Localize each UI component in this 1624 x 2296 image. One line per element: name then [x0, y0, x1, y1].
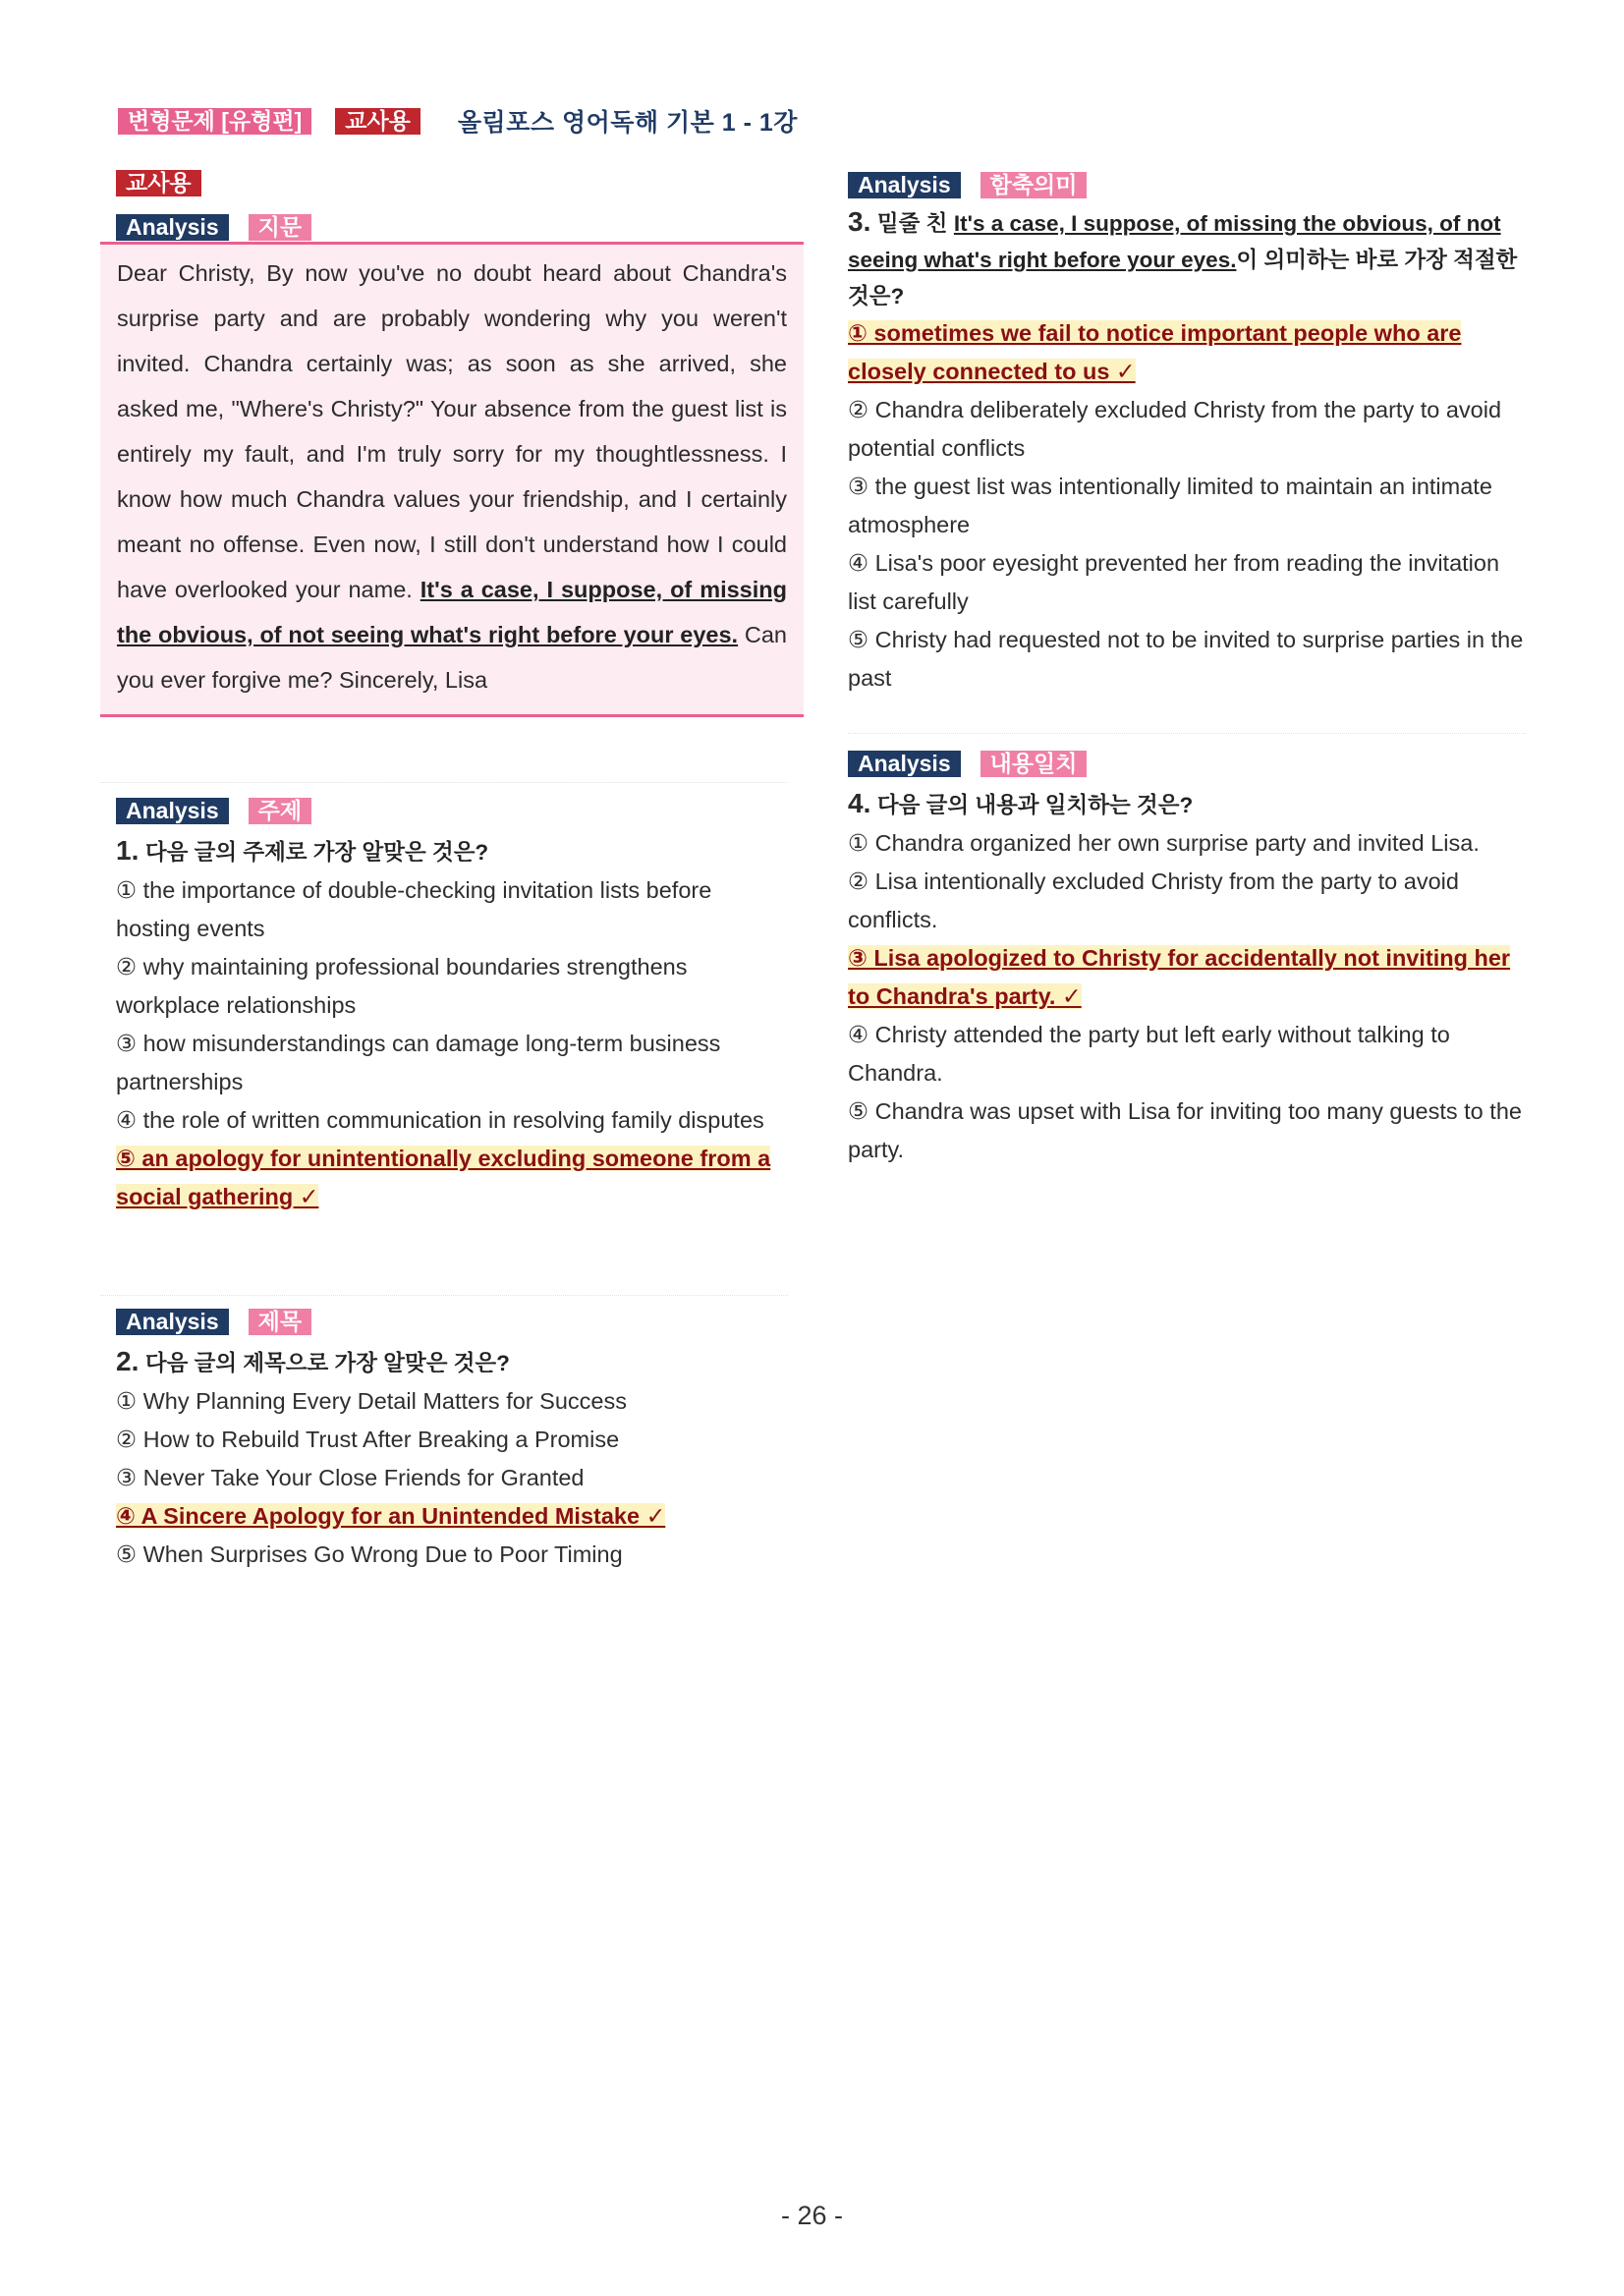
exam-type-tag: 변형문제 [유형편] — [118, 108, 311, 135]
option: ① the importance of double-checking invitation lists before hosting events — [116, 877, 712, 941]
option: ④ Lisa's poor eyesight prevented her from reading the invitation list carefully — [848, 550, 1500, 614]
option: ⑤ When Surprises Go Wrong Due to Poor Timing — [116, 1541, 623, 1567]
analysis-label: Analysis — [848, 751, 961, 777]
option: ② How to Rebuild Trust After Breaking a Promise — [116, 1427, 620, 1452]
correct-answer: ③ Lisa apologized to Christy for accidentally not inviting her to Chandra's party. ✓ — [848, 945, 1511, 1009]
option: ⑤ Chandra was upset with Lisa for inviting too many guests to the party. — [848, 1098, 1522, 1162]
correct-answer: ① sometimes we fail to notice important people who are closely connected to us ✓ — [848, 320, 1462, 384]
question-type-tag: 주제 — [249, 798, 311, 824]
question-stem — [848, 784, 1526, 824]
question-text-prefix: 밑줄 친 — [876, 211, 948, 236]
question-type-tag: 내용일치 — [980, 751, 1088, 777]
analysis-label: Analysis — [848, 172, 961, 198]
analysis-label: Analysis — [116, 214, 229, 241]
divider — [848, 733, 1526, 734]
page-number: - 26 - — [780, 2201, 844, 2230]
question-number: 3. — [848, 206, 871, 237]
page-title: 올림포스 영어독해 기본 1 - 1강 — [457, 109, 798, 137]
question-1 — [116, 796, 788, 1216]
correct-answer: ④ A Sincere Apology for an Unintended Mistake ✓ — [116, 1503, 666, 1529]
option: ④ Christy attended the party but left early without talking to Chandra. — [848, 1022, 1450, 1086]
passage-type-tag: 지문 — [249, 214, 311, 241]
passage-text-end: Can you ever forgive me? Sincerely, Lisa — [117, 622, 787, 693]
analysis-label: Analysis — [116, 1309, 229, 1335]
question-number: 2. — [116, 1346, 140, 1376]
question-text: 다음 글의 내용과 일치하는 것은? — [876, 793, 1194, 817]
divider — [100, 782, 788, 783]
passage-teacher-tag: 교사용 — [116, 170, 201, 196]
option: ④ the role of written communication in resolving family disputes — [116, 1107, 764, 1133]
question-stem — [116, 831, 788, 871]
teacher-tag: 교사용 — [335, 108, 420, 135]
option: ① Why Planning Every Detail Matters for Success — [116, 1388, 627, 1414]
option: ⑤ Christy had requested not to be invited to surprise parties in the past — [848, 627, 1524, 691]
question-number: 4. — [848, 788, 871, 818]
question-type-tag: 함축의미 — [980, 172, 1088, 198]
option: ① Chandra organized her own surprise party and invited Lisa. — [848, 830, 1480, 856]
option: ③ how misunderstandings can damage long-term business partnerships — [116, 1031, 721, 1094]
passage-underlined-sentence: It's a case, I suppose, of missing the obvious, of not seeing what's right before your eyes. — [117, 577, 787, 647]
question-stem — [116, 1342, 788, 1382]
option: ② Chandra deliberately excluded Christy from the party to avoid potential conflicts — [848, 397, 1502, 461]
option: ③ Never Take Your Close Friends for Granted — [116, 1465, 585, 1490]
correct-answer: ⑤ an apology for unintentionally excluding someone from a social gathering ✓ — [116, 1146, 771, 1209]
question-text-suffix: 이 의미하는 바로 가장 적절한 것은? — [848, 248, 1518, 308]
question-text: 다음 글의 제목으로 가장 알맞은 것은? — [144, 1351, 510, 1375]
question-number: 1. — [116, 835, 140, 866]
analysis-label: Analysis — [116, 798, 229, 824]
option: ② Lisa intentionally excluded Christy from the party to avoid conflicts. — [848, 868, 1459, 932]
option: ② why maintaining professional boundaries strengthens workplace relationships — [116, 954, 688, 1018]
page-header — [118, 106, 798, 136]
passage-section — [100, 170, 804, 717]
question-3 — [848, 170, 1526, 698]
question-text: 다음 글의 주제로 가장 알맞은 것은? — [144, 840, 489, 865]
question-underlined-sentence: It's a case, I suppose, of missing the obvious, of not seeing what's right before your eyes. — [848, 211, 1501, 272]
option: ③ the guest list was intentionally limited to maintain an intimate atmosphere — [848, 474, 1492, 537]
passage-box — [100, 242, 804, 717]
divider — [100, 1295, 788, 1296]
question-4 — [848, 749, 1526, 1169]
question-2 — [116, 1307, 788, 1574]
question-type-tag: 제목 — [249, 1309, 311, 1335]
passage-text: Dear Christy, By now you've no doubt heard about Chandra's surprise party and are probably wondering why you weren't invited. Chandra certainly was; as soon as she arrived, she asked me, "Where's Christy?" Your absence from the guest list is entirely my fault, and I'm truly sorry for my thoughtlessness. I know how much Chandra values your friendship, and I certainly meant no offense. Even now, I still don't understand how I could have overlooked your name. — [117, 260, 787, 602]
question-stem — [848, 203, 1526, 314]
